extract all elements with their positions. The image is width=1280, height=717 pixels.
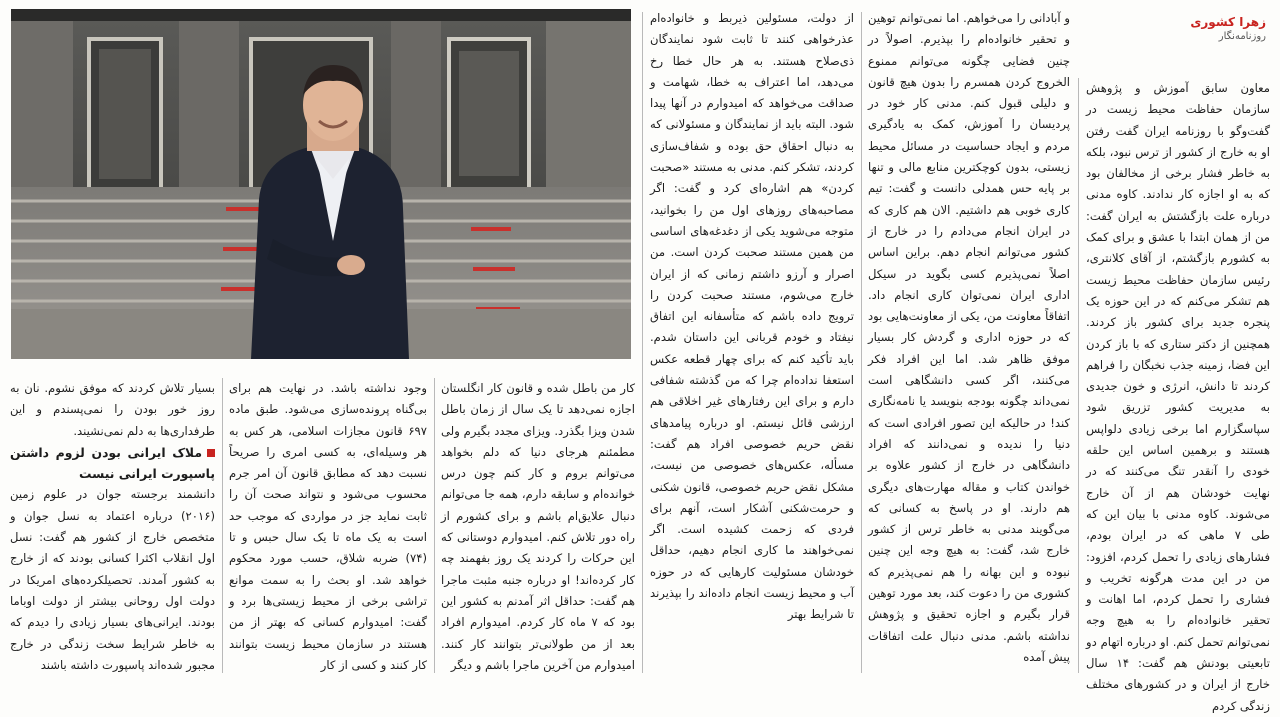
section-subheading bbox=[10, 442, 215, 485]
column-text: وجود نداشته باشد. در نهایت هم برای بی‌گناه پرونده‌سازی می‌شود. طبق ماده ۶۹۷ قانون مجازات اسلامی، هر کس به هر وسیله‌ای، به کسی امری را صریحاً نسبت دهد که مطابق قانون آن امر جرم محسوب می‌شود و نتواند صحت آن را ثابت نماید جز در مواردی که موجب حد است به یک ماه تا یک سال حبس و تا (۷۴) ضربه شلاق، حسب مورد محکوم خواهد شد. او بحث را به سمت موانع تراشی برخی از محیط زیستی‌ها برد و گفت: امیدوارم کسانی که بهتر از من هستند در سازمان محیط زیست بتوانند کار کنند و کسی از کار bbox=[229, 381, 427, 672]
article-column-2 bbox=[868, 8, 1070, 673]
column-text: معاون سابق آموزش و پژوهش سازمان حفاظت محیط زیست در گفت‌وگو با روزنامه ایران گفت رفتن او به خارج از کشور از ترس نبود، بلکه به خاطر فشار برخی از مخالفان بود که به او اجازه کار ندادند. کاوه مدنی درباره علت بازگشتش به ایران گفت: من از همان ابتدا با عشق و برای کمک به کشورم بازگشتم، از آقای کلانتری، رئیس سازمان حفاظت محیط زیست هم تشکر می‌کنم که در این حوزه یک پنجره جدید برای کشور باز کردند. همچنین از دکتر ستاری که با باز کردن این فضا، زمینه جذب نخبگان را فراهم کردند تا دانش، انرژی و خون جدیدی به مدیریت کشور تزریق شود سپاسگزارم اما برخی زیادی دلواپس هستند و برهمین اساس این حلقه خودی را آنقدر تنگ می‌کنند که در نهایت خودشان هم از آن خارج می‌شوند. کاوه مدنی با بیان این که طی ۷ ماهی که در ایران بودم، فشارهای زیادی را تحمل کردم، افزود: من در این مدت هرگونه تخریب و فشاری را تحمل کردم، اما اهانت و تحقیر خانواده‌ام را به هیچ وجه نمی‌توانم تحمل کنم. او درباره اتهام دو تابعیتی بودنش هم گفت: ۱۴ سال خارج از ایران و در کشورهای مختلف زندگی کردم bbox=[1086, 81, 1271, 713]
interview-photo bbox=[11, 9, 631, 359]
column-divider bbox=[434, 378, 435, 673]
column-text: بسیار تلاش کردند که موفق نشوم. نان به روز خور بودن را نمی‌پسندم و این طرفداری‌ها به دلم نمی‌نشیند. bbox=[10, 381, 215, 438]
article-column-3 bbox=[650, 8, 854, 673]
article-column-6 bbox=[10, 378, 215, 673]
column-divider bbox=[861, 12, 862, 673]
column-divider bbox=[1078, 78, 1079, 673]
column-text: دانشمند برجسته جوان در علوم زمین (۲۰۱۶) درباره اعتماد به نسل جوان و متخصص خارج از کشور هم گفت: نسل اول انقلاب اکثرا کسانی بودند که از خارج به کشور آمدند. تحصیلکرده‌های امریکا در دولت اول روحانی بیشتر از دولت اوباما بودند. ایرانی‌های بسیار زیادی را دیدم که به خاطر شرایط سخت زندگی در خارج مجبور شده‌اند پاسپورت داشته باشند bbox=[10, 487, 215, 672]
column-text: و آبادانی را می‌خواهم. اما نمی‌توانم توهین و تحقیر خانواده‌ام را بپذیرم. اصولاً در چنین فضایی چگونه می‌توانم ممنوع الخروج کردن همسرم را بدون هیچ قانون و دلیلی قبول کنم. مدنی کار خود در پردیسان را آموزش، کمک به یادگیری مردم و ایجاد حساسیت در مسائل محیط زیستی، بدون کوچکترین منابع مالی و تنها بر پایه حس همدلی دانست و گفت: تیم کاری خوبی هم داشتیم. الان هم کاری که در ایران انجام می‌دادم را در خارج از کشور می‌توانم انجام دهم. براین اساس اصلاً نمی‌پذیرم کسی بگوید در سیکل اداری ایران نمی‌توان کاری انجام داد. اتفاقاً معاونت من، یکی از معاونت‌هایی بود که در حوزه اداری و گردش کار بسیار موفق ظاهر شد. اما این افراد فکر می‌کنند، اگر کسی دانشگاهی است نمی‌داند چگونه بودجه بنویسد یا نامه‌نگاری کند! در حالیکه این تصور افرادی است که دنیا را ندیده و نمی‌دانند که افراد دانشگاهی در خارج از کشور علاوه بر خواندن کتاب و مقاله مهارت‌های دیگری هم دارند. او در پاسخ به کسانی که می‌گویند مدنی به خاطر ترس از کشور خارج شد، گفت: به هیچ وجه این چنین نبوده و این بهانه را هم نمی‌پذیرم که کشوری من را دعوت کند، بعد مورد توهین قرار بگیرم و اجازه تحقیق و پژوهش نداشته باشم. مدنی دنبال علت اتفاقات پیش آمده bbox=[868, 11, 1070, 664]
author-role: روزنامه‌نگار bbox=[1218, 31, 1266, 42]
red-square-bullet-icon bbox=[207, 449, 215, 457]
column-text: از دولت، مسئولین ذیربط و خانواده‌ام عذرخواهی کنند تا ثابت شود نمایندگان ذی‌صلاح هستند. به هر حال خطا رخ می‌دهد، اما اعتراف به خطا، شهامت و صداقت می‌خواهد که امیدوارم در آنها پیدا شود. البته باید از نمایندگان و مسئولانی که به دنبال احقاق حق بوده و شفاف‌سازی کردند، تشکر کنم. مدنی به مستند «صحبت کردن» هم اشاره‌ای کرد و گفت: اگر مصاحبه‌های روزهای اول من را بخوانید، متوجه می‌شوید یکی از دغدغه‌های اساسی من همین مستند صحبت کردن است. من اصرار و آرزو داشتم زمانی که از ایران خارج می‌شوم، مستند صحبت کردن را ترویج داده باشم که متأسفانه این اتفاق نیفتاد و خودم قربانی این داستان شدم. باید تأکید کنم که برای چهار قطعه عکس استعفا نداده‌ام چرا که من گذشته شفافی دارم و برای این رفتارهای غیر اخلاقی هم ارزشی قائل نیستم. او درباره پیامدهای نقض حریم خصوصی افراد هم گفت: مسأله، عکس‌های خصوصی من نیست، مشکل نقض حریم خصوصی، قانون شکنی و حرمت‌شکنی آشکار است، آنهم برای فردی که زحمت کشیده است. اگر نمی‌خواهند ما کاری انجام دهیم، حداقل خودشان مسئولیت کارهایی که در حوزه آب و محیط زیست انجام داده‌اند را بپذیرند تا شرایط بهتر bbox=[650, 11, 854, 622]
article-column-1 bbox=[1086, 78, 1271, 713]
author-name: زهرا کشوری bbox=[1190, 15, 1266, 29]
article-column-5 bbox=[229, 378, 427, 673]
column-divider bbox=[642, 12, 643, 673]
subheading-text: ملاک ایرانی بودن لزوم داشتن پاسپورت ایرانی نیست bbox=[10, 444, 215, 482]
column-text: کار من باطل شده و قانون کار انگلستان اجازه نمی‌دهد تا یک سال از زمان باطل شدن ویزا بگذرد. ویزای مجدد بگیرم ولی مطمئنم هرجای دنیا که دلم بخواهد می‌توانم بروم و کار کنم چون درس خوانده‌ام و سابقه دارم، همه جا می‌توانم دنبال علایق‌ام باشم و برای کشورم از راه دور تلاش کنم. امیدوارم دوستانی که این حرکات را کردند یک روز بفهمند چه کار کرده‌اند! او درباره جنبه مثبت ماجرا هم گفت: حداقل اثر آمدنم به کشور این بود که ۷ ماه کار کردم. امیدوارم افراد بعد از من طولانی‌تر بتوانند کار کنند. امیدوارم من آخرین ماجرا باشم و دیگر bbox=[441, 381, 635, 672]
column-divider bbox=[222, 378, 223, 673]
author-byline bbox=[1096, 14, 1266, 44]
article-column-4 bbox=[441, 378, 635, 673]
photo-of-man-in-front-of-building bbox=[11, 9, 631, 359]
